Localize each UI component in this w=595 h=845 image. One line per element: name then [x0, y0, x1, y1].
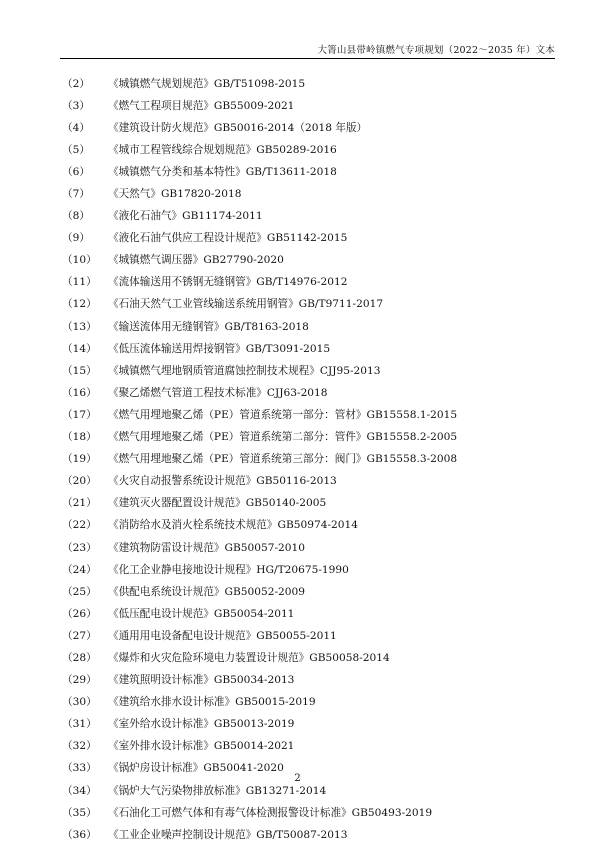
- item-standard-text: 《建筑照明设计标准》GB50034-2013: [108, 674, 295, 687]
- list-item: [62, 470, 562, 492]
- item-standard-text: 《工业企业噪声控制设计规范》GB/T50087-2013: [108, 828, 348, 841]
- list-item: [62, 205, 562, 227]
- list-item: [62, 138, 562, 160]
- item-number: （16）: [62, 386, 97, 399]
- item-number: （7）: [62, 188, 90, 201]
- item-number: （4）: [62, 121, 90, 134]
- list-item: [62, 691, 562, 713]
- list-item: [62, 249, 562, 271]
- item-number: （18）: [62, 431, 97, 444]
- item-standard-text: 《锅炉房设计标准》GB50041-2020: [108, 762, 284, 775]
- list-item: [62, 227, 562, 249]
- item-standard-text: 《燃气用埋地聚乙烯（PE）管道系统第一部分：管材》GB15558.1-2015: [108, 408, 458, 421]
- list-item: [62, 448, 562, 470]
- item-number: （3）: [62, 99, 90, 112]
- item-standard-text: 《低压配电设计规范》GB50054-2011: [108, 607, 295, 620]
- item-standard-text: 《城镇燃气分类和基本特性》GB/T13611-2018: [108, 165, 337, 178]
- item-number: （9）: [62, 232, 90, 245]
- item-number: （32）: [62, 740, 97, 753]
- item-standard-text: 《建筑给水排水设计标准》GB50015-2019: [108, 696, 316, 709]
- list-item: [62, 337, 562, 359]
- item-number: （36）: [62, 828, 97, 841]
- item-standard-text: 《输送流体用无缝钢管》GB/T8163-2018: [108, 320, 309, 333]
- item-standard-text: 《建筑物防雷设计规范》GB50057-2010: [108, 541, 306, 554]
- item-number: （2）: [62, 77, 90, 90]
- list-item: [62, 426, 562, 448]
- item-number: （27）: [62, 629, 97, 642]
- item-standard-text: 《消防给水及消火栓系统技术规范》GB50974-2014: [108, 519, 358, 532]
- page-number: 2: [294, 773, 301, 784]
- item-number: （11）: [62, 276, 97, 289]
- item-number: （6）: [62, 165, 90, 178]
- item-standard-text: 《化工企业静电接地设计规程》HG/T20675-1990: [108, 563, 349, 576]
- item-standard-text: 《城镇燃气规划规范》GB/T51098-2015: [108, 77, 306, 90]
- list-item: [62, 182, 562, 204]
- list-item: [62, 514, 562, 536]
- item-standard-text: 《供配电系统设计规范》GB50052-2009: [108, 585, 306, 598]
- item-standard-text: 《城市工程管线综合规划规范》GB50289-2016: [108, 143, 337, 156]
- item-number: （10）: [62, 254, 97, 267]
- item-standard-text: 《天然气》GB17820-2018: [108, 188, 242, 201]
- item-standard-text: 《通用用电设备配电设计规范》GB50055-2011: [108, 629, 337, 642]
- item-standard-text: 《液化石油气供应工程设计规范》GB51142-2015: [108, 232, 348, 245]
- item-number: （12）: [62, 298, 97, 311]
- item-number: （33）: [62, 762, 97, 775]
- standards-list: [62, 72, 562, 845]
- item-standard-text: 《城镇燃气调压器》GB27790-2020: [108, 254, 284, 267]
- item-standard-text: 《室外给水设计标准》GB50013-2019: [108, 718, 295, 731]
- item-standard-text: 《液化石油气》GB11174-2011: [108, 210, 263, 223]
- item-number: （14）: [62, 342, 97, 355]
- list-item: [62, 293, 562, 315]
- list-item: [62, 116, 562, 138]
- item-number: （13）: [62, 320, 97, 333]
- header-rule: [60, 58, 555, 59]
- list-item: [62, 580, 562, 602]
- item-standard-text: 《石油天然气工业管线输送系统用钢管》GB/T9711-2017: [108, 298, 384, 311]
- item-standard-text: 《燃气工程项目规范》GB55009-2021: [108, 99, 295, 112]
- list-item: [62, 669, 562, 691]
- item-standard-text: 《城镇燃气埋地钢质管道腐蚀控制技术规程》CJJ95-2013: [108, 364, 381, 377]
- list-item: [62, 271, 562, 293]
- list-item: [62, 315, 562, 337]
- item-standard-text: 《爆炸和火灾危险环境电力装置设计规范》GB50058-2014: [108, 651, 390, 664]
- list-item: [62, 558, 562, 580]
- list-item: [62, 735, 562, 757]
- item-number: （29）: [62, 674, 97, 687]
- item-standard-text: 《低压流体输送用焊接钢管》GB/T3091-2015: [108, 342, 331, 355]
- list-item: [62, 801, 562, 823]
- item-number: （19）: [62, 453, 97, 466]
- item-standard-text: 《建筑灭火器配置设计规范》GB50140-2005: [108, 497, 327, 510]
- list-item: [62, 602, 562, 624]
- item-standard-text: 《室外排水设计标准》GB50014-2021: [108, 740, 295, 753]
- item-number: （23）: [62, 541, 97, 554]
- item-number: （24）: [62, 563, 97, 576]
- item-standard-text: 《燃气用埋地聚乙烯（PE）管道系统第三部分：阀门》GB15558.3-2008: [108, 453, 458, 466]
- item-number: （34）: [62, 784, 97, 797]
- item-number: （17）: [62, 408, 97, 421]
- list-item: [62, 403, 562, 425]
- list-item: [62, 713, 562, 735]
- list-item: [62, 492, 562, 514]
- item-number: （35）: [62, 806, 97, 819]
- list-item: [62, 536, 562, 558]
- item-number: （22）: [62, 519, 97, 532]
- item-standard-text: 《流体输送用不锈钢无缝钢管》GB/T14976-2012: [108, 276, 348, 289]
- item-number: （15）: [62, 364, 97, 377]
- item-number: （8）: [62, 210, 90, 223]
- list-item: [62, 160, 562, 182]
- list-item: [62, 624, 562, 646]
- list-item: [62, 381, 562, 403]
- item-number: （31）: [62, 718, 97, 731]
- item-number: （5）: [62, 143, 90, 156]
- item-standard-text: 《石油化工可燃气体和有毒气体检测报警设计标准》GB50493-2019: [108, 806, 433, 819]
- item-number: （20）: [62, 475, 97, 488]
- item-number: （25）: [62, 585, 97, 598]
- running-header: 大箐山县带岭镇燃气专项规划（2022～2035 年）文本: [317, 45, 555, 56]
- item-standard-text: 《锅炉大气污染物排放标准》GB13271-2014: [108, 784, 327, 797]
- list-item: [62, 646, 562, 668]
- item-number: （30）: [62, 696, 97, 709]
- list-item: [62, 72, 562, 94]
- item-standard-text: 《聚乙烯燃气管道工程技术标准》CJJ63-2018: [108, 386, 328, 399]
- item-standard-text: 《建筑设计防火规范》GB50016-2014（2018 年版）: [108, 121, 368, 134]
- item-number: （28）: [62, 651, 97, 664]
- item-number: （21）: [62, 497, 97, 510]
- item-standard-text: 《燃气用埋地聚乙烯（PE）管道系统第二部分：管件》GB15558.2-2005: [108, 431, 458, 444]
- item-standard-text: 《火灾自动报警系统设计规范》GB50116-2013: [108, 475, 337, 488]
- item-number: （26）: [62, 607, 97, 620]
- list-item: [62, 359, 562, 381]
- list-item: [62, 94, 562, 116]
